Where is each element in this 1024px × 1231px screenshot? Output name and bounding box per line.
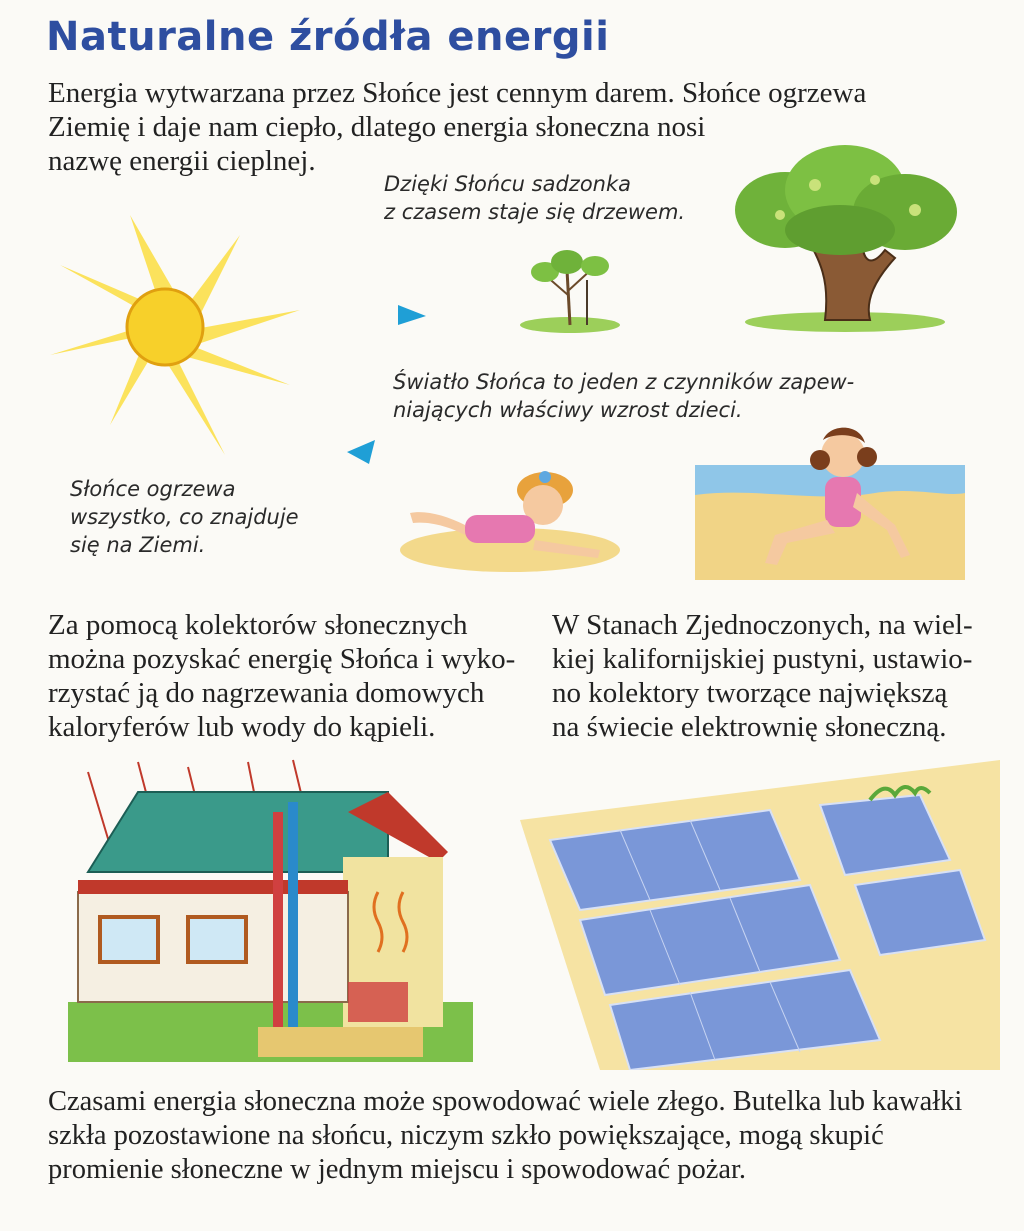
girl-lying-illustration [395,455,625,575]
closing-paragraph: Czasami energia słoneczna może spowodować wiele złego. Butelka lub kawałki szkła pozostawione na słońcu, niczym szkło powiększające, mogą skupić promienie słoneczne w jednym miejscu i spowodować pożar. [48,1086,963,1185]
arrow-right-icon [398,305,426,327]
solar-farm-illustration [520,760,1000,1070]
sun-illustration [50,215,310,465]
caption-sun: Słońce ogrzewa wszystko, co znajduje się na Ziemi. [70,477,299,557]
paragraph-collectors: Za pomocą kolektorów słonecznych można pozyskać energię Słońca i wyko- rzystać ją do nagrzewania domowych kaloryferów lub wody do kąpieli. [48,609,516,743]
sapling-illustration [515,240,625,335]
solar-house-illustration [58,752,478,1072]
caption-tree: Dzięki Słońcu sadzonka z czasem staje się drzewem. [384,172,686,224]
paragraph-california: W Stanach Zjednoczonych, na wiel- kiej kalifornijskiej pustyni, ustawio- no kolektory tworzące największą na świecie elektrownię słoneczną. [552,609,973,743]
tree-illustration [725,140,965,335]
girl-sitting-illustration [695,415,965,580]
caption-light: Światło Słońca to jeden z czynników zapew- niających właściwy wzrost dzieci. [393,370,855,422]
intro-paragraph: Energia wytwarzana przez Słońce jest cennym darem. Słońce ogrzewa Ziemię i daje nam ciepło, dlatego energia słoneczna nosi nazwę energii cieplnej. [48,77,867,177]
arrow-left-icon [347,440,375,464]
page-title: Naturalne źródła energii [46,14,610,60]
